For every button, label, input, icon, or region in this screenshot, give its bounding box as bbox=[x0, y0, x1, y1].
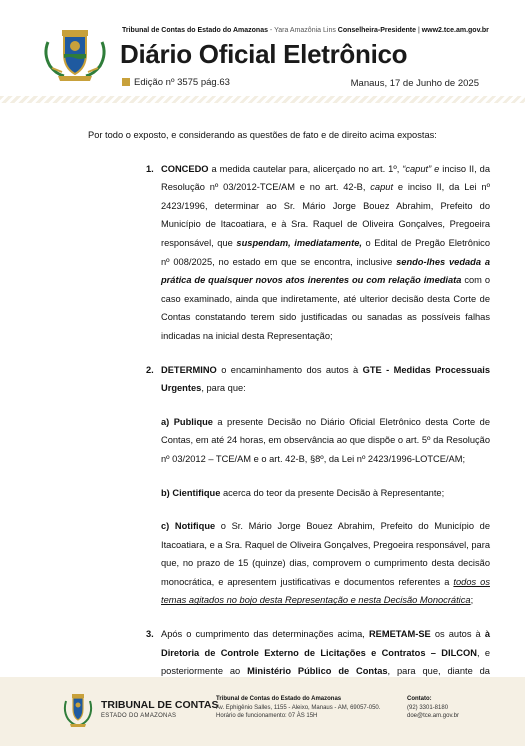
item-2-text: DETERMINO o encaminhamento dos autos à GTE - Medidas Processuais Urgentes, para que: bbox=[161, 364, 490, 394]
footer-brand: TRIBUNAL DE CONTAS bbox=[101, 699, 219, 711]
item-number: 3. bbox=[146, 629, 154, 640]
header-institution-line: Tribunal de Contas do Estado do Amazonas - Yara Amazônia Lins Conselheira-Presidente | www2.tce.am.gov.br bbox=[122, 27, 489, 34]
edition-square-icon bbox=[122, 78, 130, 86]
list-item-2 bbox=[88, 361, 490, 611]
header-institution: Tribunal de Contas do Estado do Amazonas bbox=[122, 27, 268, 34]
header-divider bbox=[0, 96, 525, 103]
sub-item-a: a) Publique a presente Decisão no Diário Oficial Eletrônico desta Corte de Contas, em até 24 horas, em observância ao que dispõe o art. 5º da Resolução nº 03/2012 – TCE/AM e o art. 42-B, §8º, da Lei nº 2423/1996-LOTCE/AM; bbox=[161, 416, 490, 464]
sub-item-b: b) Cientifique acerca do teor da presente Decisão à Representante; bbox=[161, 487, 445, 498]
sub-item-c: c) Notifique o Sr. Mário Jorge Bouez Abrahim, Prefeito do Município de Itacoatiara, e a Sra. Raquel de Oliveira Gonçalves, Pregoeira responsável, para que, no prazo de 15 (quinze) dias, comprovem o cumprimento desta decisão monocrática, e apresentem justificativas e documentos referentes a todos os temas agitados no bojo desta Representação e nesta Decisão Monocrática; bbox=[161, 521, 490, 606]
intro-paragraph: Por todo o exposto, e considerando as questões de fato e de direito acima expostas: bbox=[88, 130, 437, 140]
item-1-text: CONCEDO a medida cautelar para, alicerçado no art. 1º, “caput” e inciso II, da Resolução nº 03/2012-TCE/AM e no art. 42-B, caput e inciso II, da Lei nº 2423/1996, determinar ao Sr. Mário Jorge Bouez Abrahim, Prefeito do Município de Itacoatiara, e à Sra. Raquel de Oliveira Gonçalves, Pregoeira responsável, que suspendam, imediatamente, o Edital de Pregão Eletrônico nº 008/2025, no estado em que se encontra, inclusive sendo-lhes vedada a prática de quaisquer novos atos inerentes ou com relação imediata com o caso examinado, ainda que indiretamente, até ulterior decisão desta Corte de Contas constatando terem sido justificadas ou sanadas as possíveis falhas indicadas na inicial desta Representação; bbox=[161, 163, 491, 341]
header-role: Conselheira-Presidente bbox=[337, 27, 416, 34]
footer-phone: (92) 3301-8180 bbox=[407, 704, 449, 711]
header-website[interactable]: www2.tce.am.gov.br bbox=[421, 27, 489, 34]
edition-text: Edição nº 3575 pág.63 bbox=[134, 77, 230, 88]
footer-address: Av. Ephigênio Salles, 1155 - Aleixo, Manaus - AM, 69057-050. bbox=[216, 704, 381, 711]
page-title: Diário Oficial Eletrônico bbox=[120, 39, 408, 69]
footer-email[interactable]: doe@tce.am.gov.br bbox=[407, 713, 460, 719]
coat-of-arms-icon bbox=[40, 24, 110, 84]
item-number: 2. bbox=[146, 364, 154, 375]
list-item-1 bbox=[88, 160, 490, 346]
document-body bbox=[88, 126, 490, 714]
edition-label bbox=[122, 77, 230, 88]
footer-hours: Horário de funcionamento: 07 ÀS 15H bbox=[216, 713, 318, 719]
page-footer bbox=[0, 677, 525, 746]
header-motto: Yara Amazônia Lins bbox=[274, 27, 336, 34]
footer-contact bbox=[407, 695, 459, 721]
item-3-text: Após o cumprimento das determinações acima, REMETAM-SE os autos à à Diretoria de Controle Externo de Licitações e Contratos – DILCON, e posteriormente ao Ministério Público de Contas, para que, diante da bbox=[161, 629, 491, 677]
footer-info bbox=[216, 695, 380, 721]
item-number: 1. bbox=[146, 163, 154, 174]
footer-contact-title: Contato: bbox=[407, 696, 432, 702]
publication-date: Manaus, 17 de Junho de 2025 bbox=[350, 78, 479, 89]
footer-brand-sub: ESTADO DO AMAZONAS bbox=[101, 713, 177, 719]
footer-info-title: Tribunal de Contas do Estado do Amazonas bbox=[216, 696, 342, 702]
footer-coat-of-arms-icon bbox=[62, 691, 94, 729]
